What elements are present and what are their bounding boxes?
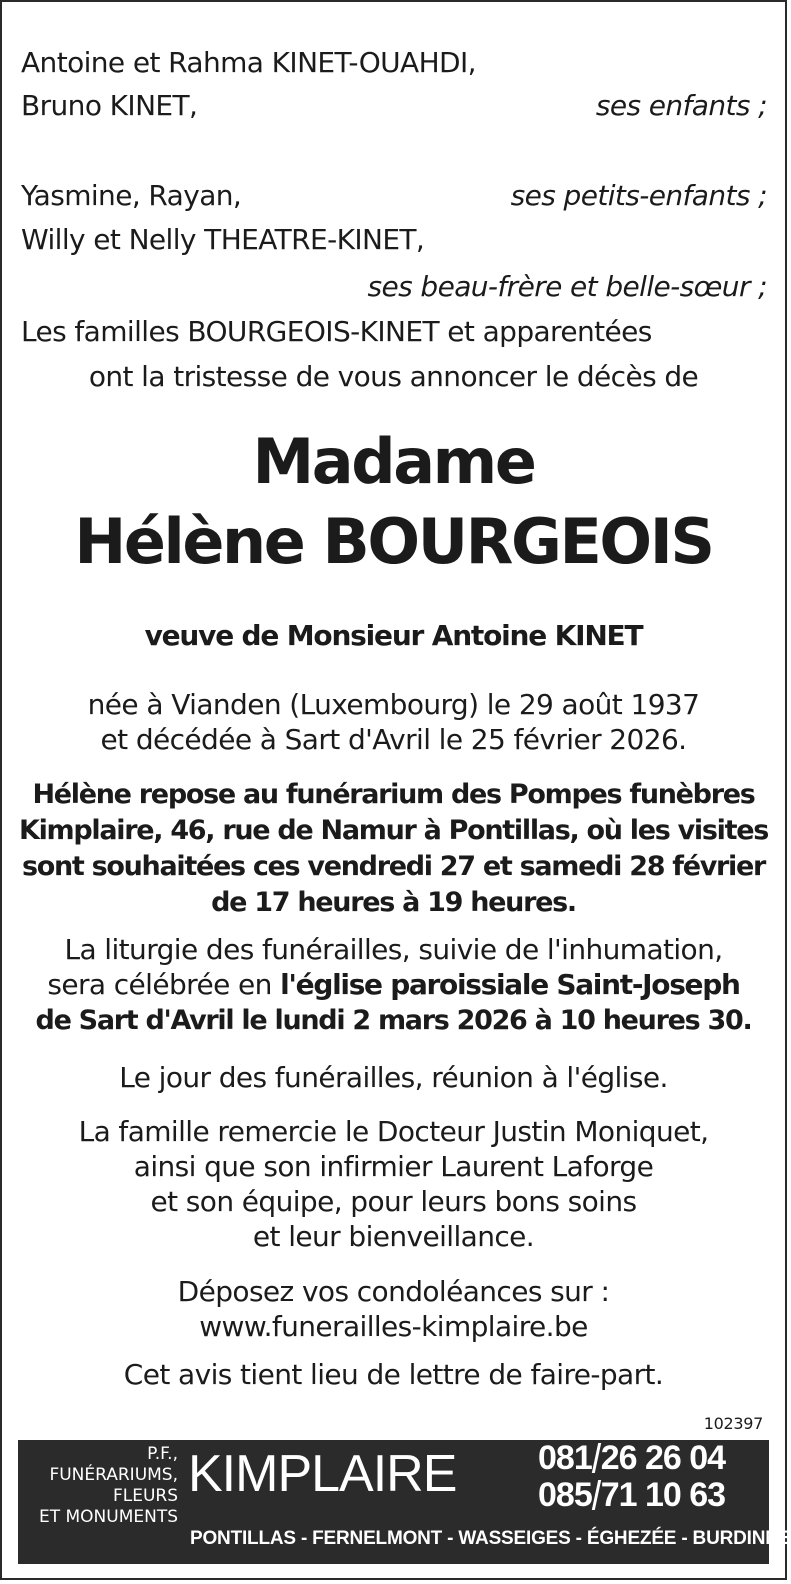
phone-prefix: 085 bbox=[538, 1476, 592, 1514]
service-item: P.F., bbox=[147, 1444, 178, 1464]
service-item: FUNÉRARIUMS, bbox=[49, 1465, 178, 1485]
thanks-line: La famille remercie le Docteur Justin Moniquet, bbox=[78, 1115, 709, 1148]
family-names: Antoine et Rahma KINET-OUAHDI, bbox=[21, 46, 476, 79]
liturgy-text: sera célébrée en bbox=[47, 968, 281, 1001]
family-line-relatives bbox=[21, 315, 767, 349]
service-item: ET MONUMENTS bbox=[38, 1507, 178, 1527]
phone-1[interactable] bbox=[538, 1440, 768, 1477]
role-label: ses petits-enfants ; bbox=[510, 179, 767, 212]
phone-2[interactable] bbox=[538, 1477, 768, 1514]
thanks-line: et son équipe, pour leurs bons soins bbox=[150, 1185, 637, 1218]
death-info: et décédée à Sart d'Avril le 25 février 2026. bbox=[100, 723, 687, 756]
visitation-line: sont souhaitées ces vendredi 27 et samedi 28 février bbox=[21, 851, 766, 882]
role-label: ses enfants ; bbox=[595, 89, 767, 122]
locations-list: PONTILLAS - FERNELMONT - WASSEIGES - ÉGHEZÉE - BURDINNE bbox=[190, 1528, 791, 1549]
service-item: FLEURS bbox=[112, 1486, 178, 1506]
services-list bbox=[18, 1444, 178, 1528]
funeral-home-banner bbox=[18, 1439, 791, 1564]
deceased-honorific: Madame bbox=[252, 425, 535, 498]
liturgy-line: La liturgie des funérailles, suivie de l'inhumation, bbox=[64, 933, 723, 966]
funeral-home-logo: KIMPLAIRE bbox=[188, 1445, 457, 1503]
liturgy-date: de Sart d'Avril le lundi 2 mars 2026 à 10 heures 30. bbox=[35, 1005, 752, 1036]
widow-of: veuve de Monsieur Antoine KINET bbox=[144, 619, 643, 652]
visitation-line: Hélène repose au funérarium des Pompes funèbres bbox=[32, 779, 755, 810]
family-names: Les familles BOURGEOIS-KINET et apparentées bbox=[21, 315, 652, 348]
family-line-grandchildren bbox=[21, 179, 767, 213]
thanks-line: ainsi que son infirmier Laurent Laforge bbox=[133, 1150, 654, 1183]
phone-numbers bbox=[538, 1440, 768, 1514]
birth-info: née à Vianden (Luxembourg) le 29 août 1937 bbox=[87, 688, 700, 721]
family-names: Bruno KINET, bbox=[21, 89, 198, 122]
family-names: Willy et Nelly THEATRE-KINET, bbox=[21, 223, 425, 256]
slash-separator bbox=[592, 1443, 601, 1473]
phone-prefix: 081 bbox=[538, 1439, 592, 1477]
reference-number: 102397 bbox=[703, 1414, 763, 1433]
slash-separator bbox=[592, 1480, 601, 1510]
role-label: ses beau-frère et belle-sœur ; bbox=[367, 270, 767, 303]
phone-number: 71 10 63 bbox=[600, 1476, 726, 1514]
visitation-line: Kimplaire, 46, rue de Namur à Pontillas, où les visites bbox=[18, 815, 769, 846]
meeting-info: Le jour des funérailles, réunion à l'église. bbox=[119, 1061, 668, 1094]
condolences-label: Déposez vos condoléances sur : bbox=[177, 1275, 610, 1308]
visitation-line: de 17 heures à 19 heures. bbox=[211, 887, 576, 918]
church-name: l'église paroissiale Saint-Joseph bbox=[280, 968, 740, 1001]
condolences-url[interactable]: www.funerailles-kimplaire.be bbox=[199, 1310, 588, 1343]
family-line-inlaws bbox=[21, 223, 767, 257]
family-line-children-2 bbox=[21, 89, 767, 123]
phone-number: 26 26 04 bbox=[600, 1439, 726, 1477]
liturgy-line bbox=[2, 967, 785, 1002]
deceased-name: Hélène BOURGEOIS bbox=[74, 505, 713, 578]
announcement: ont la tristesse de vous annoncer le décès de bbox=[88, 360, 699, 393]
notice-text: Cet avis tient lieu de lettre de faire-part. bbox=[123, 1358, 664, 1391]
thanks-line: et leur bienveillance. bbox=[252, 1220, 535, 1253]
family-names: Yasmine, Rayan, bbox=[21, 179, 242, 212]
family-line-children-1 bbox=[21, 46, 767, 80]
